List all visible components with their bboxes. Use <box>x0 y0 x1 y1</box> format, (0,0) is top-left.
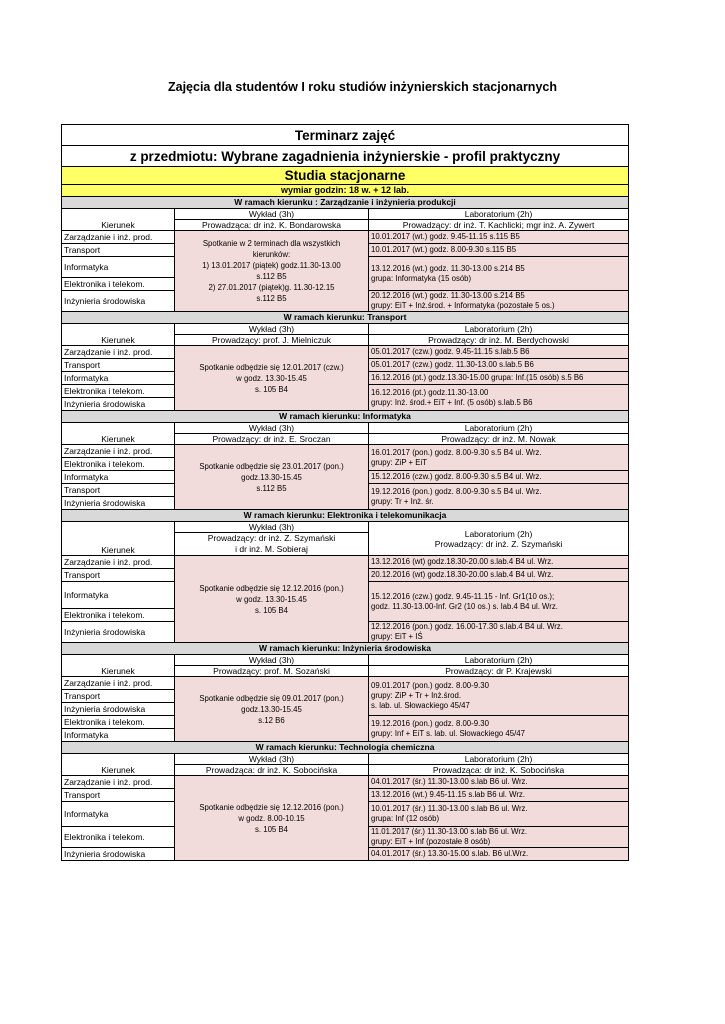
lab-session <box>369 244 629 257</box>
kierunek-cell: Elektronika i telekom. <box>62 278 175 291</box>
lecture-line: Spotkanie w 2 terminach dla wszystkich <box>202 239 341 248</box>
lecture-line: w godz. 13.30-15.45 <box>236 373 307 383</box>
lab-session <box>369 471 629 484</box>
lecture-details <box>175 677 369 742</box>
lab-session <box>369 622 629 643</box>
lecture-instructor: Prowadząca: dr inż. K. Bondarowska <box>175 220 369 231</box>
lab-session <box>369 484 629 510</box>
kierunek-cell: Zarządzanie i inż. prod. <box>62 776 175 789</box>
lab-session <box>369 569 629 582</box>
lecture-line: Spotkanie odbędzie się 09.01.2017 (pon.) <box>199 693 344 703</box>
lab-header: Laboratorium (2h) <box>369 324 629 335</box>
kierunek-cell: Inżynieria środowiska <box>62 622 175 643</box>
lecture-instructor: Prowadzący: prof. M. Sozański <box>175 666 369 677</box>
kierunek-cell: Transport <box>62 484 175 497</box>
lab-session-line: grupy: ZiP + Tr + Inż.środ. <box>371 691 461 700</box>
lab-session-line: grupy: Inż. środ.+ EiT + Inf. (5 osób) s.lab.5 B6 <box>371 397 533 407</box>
lecture-line: s.12 B6 <box>258 715 285 725</box>
lab-instructor: Prowadzący: dr inż. M. Berdychowski <box>369 335 629 346</box>
kierunek-cell: Elektronika i telekom. <box>62 827 175 848</box>
lab-session-line: 16.01.2017 (pon.) godz. 8.00-9.30 s.5 B4 ul. Wrz. <box>371 447 542 457</box>
lab-session <box>369 677 629 716</box>
lab-session <box>369 231 629 244</box>
schedule-body <box>62 125 629 861</box>
kierunek-cell: Inżynieria środowiska <box>62 291 175 312</box>
lab-instructor: Prowadzący: dr inż. T. Kachlicki; mgr inż. A. Zywert <box>369 220 629 231</box>
kierunek-cell: Zarządzanie i inż. prod. <box>62 445 175 458</box>
kierunek-cell: Transport <box>62 244 175 257</box>
lab-session-line: 13.12.2016 (wt) godz.18.30-20.00 s.lab.4 B4 ul. Wrz. <box>371 557 554 566</box>
kierunek-cell: Elektronika i telekom. <box>62 385 175 398</box>
lecture-header: Wykład (3h) <box>175 655 369 666</box>
lecture-instructor: Prowadzący: prof. J. Mielniczuk <box>175 335 369 346</box>
instructor-line: Prowadzący: dr inż. Z. Szymański <box>207 533 336 543</box>
lab-session-line: 12.12.2016 (pon.) godz. 16.00-17.30 s.lab.4 B4 ul. Wrz. <box>371 622 563 631</box>
lecture-line: godz.13.30-15.45 <box>241 704 302 714</box>
schedule-title: Terminarz zajęć <box>62 125 629 146</box>
lecture-header: Wykład (3h) <box>175 324 369 335</box>
lab-header: Laboratorium (2h) <box>369 754 629 765</box>
kierunek-cell: Transport <box>62 569 175 582</box>
lecture-header: Wykład (3h) <box>175 754 369 765</box>
lab-session <box>369 346 629 359</box>
kierunek-cell: Inżynieria środowiska <box>62 703 175 716</box>
lab-session-line: grupy: EiT + IŚ <box>371 632 423 641</box>
section-header: W ramach kierunku: Technologia chemiczna <box>62 742 629 754</box>
lab-session <box>369 827 629 848</box>
lecture-instructor: Prowadzący: dr inż. E. Sroczan <box>175 434 369 445</box>
lab-session-line: 20.12.2016 (wt) godz.18.30-20.00 s.lab.4 B4 ul. Wrz. <box>371 570 554 579</box>
lab-session-line: 10.01.2017 (wt.) godz. 8.00-9.30 s.115 B5 <box>371 245 517 254</box>
lecture-instructor <box>175 533 369 556</box>
lab-session-line: grupa: Inf (12 osób) <box>371 814 440 823</box>
kierunek-cell: Informatyka <box>62 582 175 609</box>
section-header: W ramach kierunku: Elektronika i telekomunikacja <box>62 510 629 522</box>
lab-session-line: 20.12.2016 (wt.) godz. 11.30-13.00 s.214 B5 <box>371 291 525 300</box>
lab-instructor: Prowadząca: dr inż. K. Sobocińska <box>369 765 629 776</box>
kierunek-header: Kierunek <box>62 423 175 445</box>
lecture-details <box>175 346 369 411</box>
lab-session-line: grupy: Tr + Inż. śr. <box>371 496 434 506</box>
lab-session-line: grupy: Inf + EiT s. lab. ul. Słowackiego 45/47 <box>371 728 525 738</box>
lab-label: Laboratorium (2h) <box>464 528 533 539</box>
lecture-header: Wykład (3h) <box>175 423 369 434</box>
lab-session-line: 04.01.2017 (śr.) 11.30-13.00 s.lab B6 ul. Wrz. <box>371 777 528 786</box>
lecture-line: Spotkanie odbędzie się 12.01.2017 (czw.) <box>199 362 344 372</box>
lecture-line: Spotkanie odbędzie się 23.01.2017 (pon.) <box>199 461 344 471</box>
instructor-line: i dr inż. M. Sobieraj <box>235 544 308 554</box>
lab-session <box>369 789 629 802</box>
lecture-details <box>175 231 369 312</box>
lab-session-line: 09.01.2017 (pon.) godz. 8.00-9.30 <box>371 681 489 690</box>
lab-session <box>369 445 629 471</box>
lab-session-line: 05.01.2017 (czw.) godz. 11.30-13.00 s.lab.5 B6 <box>371 360 534 369</box>
kierunek-cell: Informatyka <box>62 471 175 484</box>
lab-session-line: 19.12.2016 (pon.) godz. 8.00-9.30 s.5 B4 ul. Wrz. <box>371 486 542 496</box>
lecture-details <box>175 776 369 861</box>
kierunek-header: Kierunek <box>62 324 175 346</box>
kierunek-cell: Inżynieria środowiska <box>62 497 175 510</box>
lecture-line: kierunków: <box>252 250 291 259</box>
section-header: W ramach kierunku : Zarządzanie i inżynieria produkcji <box>62 197 629 209</box>
kierunek-cell: Zarządzanie i inż. prod. <box>62 346 175 359</box>
lab-session-line: 04.01.2017 (śr.) 13.30-15.00 s.lab. B6 ul.Wrz. <box>371 849 529 858</box>
lecture-header: Wykład (3h) <box>175 522 369 533</box>
lecture-line: s. 105 B4 <box>255 384 288 394</box>
kierunek-header: Kierunek <box>62 209 175 231</box>
kierunek-header: Kierunek <box>62 522 175 556</box>
lab-session <box>369 372 629 385</box>
lab-instructor: Prowadzący: dr inż. M. Nowak <box>369 434 629 445</box>
lab-session <box>369 582 629 622</box>
lab-session-line: godz. 11.30-13.00-Inf. Gr2 (10 os.) s. lab.4 B4 ul. Wrz. <box>371 601 558 611</box>
lecture-details <box>175 445 369 510</box>
section-header: W ramach kierunku: Transport <box>62 312 629 324</box>
kierunek-cell: Zarządzanie i inż. prod. <box>62 556 175 569</box>
lab-header <box>369 522 629 556</box>
schedule-table <box>61 124 628 861</box>
lecture-line: s.112 B5 <box>256 483 287 493</box>
kierunek-cell: Elektronika i telekom. <box>62 458 175 471</box>
kierunek-cell: Inżynieria środowiska <box>62 398 175 411</box>
lecture-line: w godz. 13.30-15.45 <box>236 594 307 604</box>
study-mode: Studia stacjonarne <box>62 167 629 185</box>
lab-session-line: 10.01.2017 (śr.) 11.30-13.00 s.lab B6 ul. Wrz. <box>371 804 528 813</box>
lab-session <box>369 776 629 789</box>
kierunek-cell: Elektronika i telekom. <box>62 609 175 622</box>
lecture-line: s.112 B5 <box>256 294 287 303</box>
lab-instructor: Prowadzący: dr inż. Z. Szymański <box>434 538 563 549</box>
lecture-instructor: Prowadząca: dr inż. K. Sobocińska <box>175 765 369 776</box>
lab-header: Laboratorium (2h) <box>369 423 629 434</box>
kierunek-header: Kierunek <box>62 655 175 677</box>
lab-session <box>369 802 629 827</box>
lecture-line: godz.13.30-15.45 <box>241 472 302 482</box>
lab-session-line: 13.12.2016 (wt.) godz. 11.30-13.00 s.214 B5 <box>371 263 525 273</box>
lab-session-line: 11.01.2017 (śr.) 11.30-13.00 s.lab B6 ul. Wrz. <box>371 827 528 836</box>
kierunek-cell: Informatyka <box>62 802 175 827</box>
kierunek-cell: Inżynieria środowiska <box>62 848 175 861</box>
kierunek-header: Kierunek <box>62 754 175 776</box>
section-header: W ramach kierunku: Inżynieria środowiska <box>62 643 629 655</box>
lab-session-line: 16.12.2016 (pt.) godz.13.30-15.00 grupa: Inf.(15 osób) s.5 B6 <box>371 373 584 382</box>
subject-title: z przedmiotu: Wybrane zagadnienia inżynierskie - profil praktyczny <box>62 146 629 167</box>
page-title: Zajęcia dla studentów I roku studiów inżynierskich stacjonarnych <box>168 80 557 94</box>
lab-session-line: grupa: Informatyka (15 osób) <box>371 273 472 283</box>
lab-instructor: Prowadzący: dr P. Krajewski <box>369 666 629 677</box>
lab-session <box>369 291 629 312</box>
lecture-line: s.112 B5 <box>256 272 287 281</box>
lab-session <box>369 257 629 291</box>
kierunek-cell: Zarządzanie i inż. prod. <box>62 677 175 690</box>
section-header: W ramach kierunku: Informatyka <box>62 411 629 423</box>
kierunek-cell: Informatyka <box>62 257 175 278</box>
kierunek-cell: Transport <box>62 789 175 802</box>
kierunek-cell: Informatyka <box>62 729 175 742</box>
lab-session-line: s. lab. ul. Słowackiego 45/47 <box>371 701 470 710</box>
lab-session-line: 15.12.2016 (czw.) godz. 8.00-9.30 s.5 B4 ul. Wrz. <box>371 472 542 481</box>
hours-info: wymiar godzin: 18 w. + 12 lab. <box>62 185 629 197</box>
lecture-details <box>175 556 369 643</box>
lecture-line: Spotkanie odbędzie się 12.12.2016 (pon.) <box>199 802 344 812</box>
lab-session-line: 19.12.2016 (pon.) godz. 8.00-9.30 <box>371 718 489 728</box>
kierunek-cell: Zarządzanie i inż. prod. <box>62 231 175 244</box>
lab-session <box>369 385 629 411</box>
kierunek-cell: Transport <box>62 690 175 703</box>
lab-session-line: 15.12.2016 (czw.) godz. 9.45-11.15 - Inf. Gr1(10 os.); <box>371 591 555 601</box>
lab-session-line: grupy: ZiP + EiT <box>371 457 427 467</box>
lab-session-line: 13.12.2016 (wt.) 9.45-11.15 s.lab B6 ul. Wrz. <box>371 790 525 799</box>
lecture-header: Wykład (3h) <box>175 209 369 220</box>
lab-header: Laboratorium (2h) <box>369 209 629 220</box>
lab-session <box>369 848 629 861</box>
lab-header: Laboratorium (2h) <box>369 655 629 666</box>
lab-session <box>369 716 629 742</box>
lecture-line: 1) 13.01.2017 (piątek) godz.11.30-13.00 <box>202 261 341 270</box>
lecture-line: Spotkanie odbędzie się 12.12.2016 (pon.) <box>199 583 344 593</box>
lecture-line: s. 105 B4 <box>255 824 288 834</box>
kierunek-cell: Informatyka <box>62 372 175 385</box>
kierunek-cell: Transport <box>62 359 175 372</box>
kierunek-cell: Elektronika i telekom. <box>62 716 175 729</box>
lab-session <box>369 359 629 372</box>
lab-session-line: 16.12.2016 (pt.) godz.11.30-13.00 <box>371 387 489 397</box>
lab-session-line: 10.01.2017 (wt.) godz. 9.45-11.15 s.115 B5 <box>371 232 520 241</box>
lab-session-line: grupy: EiT + Inż.środ. + Informatyka (pozostałe 5 os.) <box>371 301 555 310</box>
lab-session-line: 05.01.2017 (czw.) godz. 9.45-11.15 s.lab.5 B6 <box>371 347 530 356</box>
lecture-line: w godz. 8.00-10.15 <box>238 813 305 823</box>
lab-session <box>369 556 629 569</box>
lecture-line: s. 105 B4 <box>255 605 288 615</box>
lab-session-line: grupy: EiT + Inf (pozostałe 8 osób) <box>371 837 491 846</box>
lecture-line: 2) 27.01.2017 (piątek)g. 11.30-12.15 <box>208 283 335 292</box>
